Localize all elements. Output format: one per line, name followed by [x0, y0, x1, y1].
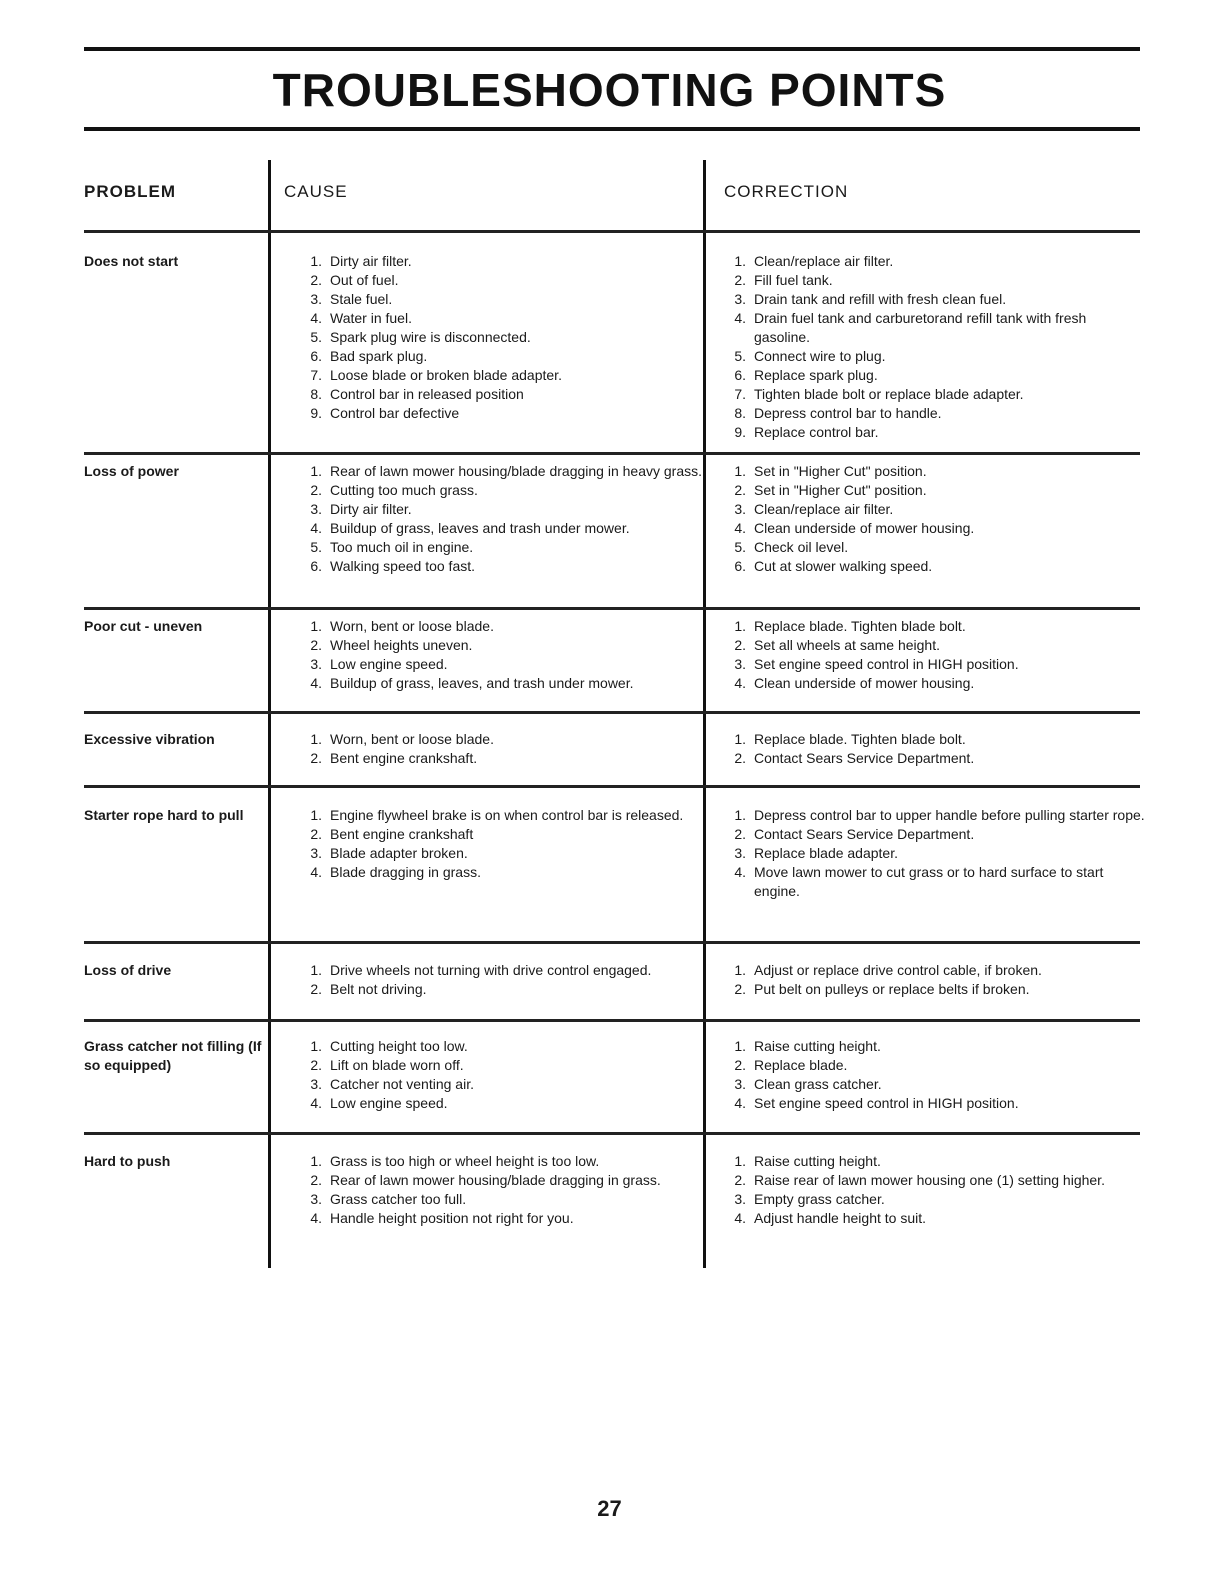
correction-item [726, 1152, 1146, 1171]
item-number: 2. [310, 750, 322, 766]
item-text: Low engine speed. [330, 1095, 448, 1111]
correction-item [726, 1094, 1146, 1113]
title-top-rule [84, 47, 1140, 51]
item-number: 4. [734, 864, 746, 880]
problem-cell: Hard to push [84, 1153, 171, 1169]
cause-list [302, 617, 712, 693]
item-number: 7. [734, 386, 746, 402]
item-number: 3. [310, 656, 322, 672]
item-text: Set in "Higher Cut" position. [754, 482, 927, 498]
item-number: 4. [310, 675, 322, 691]
item-text: Adjust handle height to suit. [754, 1210, 927, 1226]
item-text: Fill fuel tank. [754, 272, 833, 288]
correction-item [726, 1171, 1146, 1190]
page-number: 27 [597, 1496, 622, 1521]
item-number: 6. [310, 348, 322, 364]
item-text: Adjust or replace drive control cable, if broken. [754, 962, 1042, 978]
correction-item [726, 1056, 1146, 1075]
item-number: 2. [310, 482, 322, 498]
item-number: 3. [310, 291, 322, 307]
correction-item [726, 366, 1146, 385]
item-text: Bad spark plug. [330, 348, 428, 364]
item-text: Clean/replace air filter. [754, 501, 894, 517]
item-text: Raise cutting height. [754, 1038, 881, 1054]
problem-cell: Grass catcher not filling (If so equipped) [84, 1038, 262, 1073]
item-number: 1. [310, 463, 322, 479]
item-text: Wheel heights uneven. [330, 637, 473, 653]
item-text: Move lawn mower to cut grass or to hard surface to start engine. [754, 864, 1104, 899]
item-number: 2. [734, 482, 746, 498]
correction-item [726, 806, 1146, 825]
correction-item [726, 980, 1146, 999]
cause-item [302, 655, 712, 674]
item-text: Dirty air filter. [330, 253, 412, 269]
correction-item [726, 481, 1146, 500]
item-text: Engine flywheel brake is on when control bar is released. [330, 807, 684, 823]
item-text: Out of fuel. [330, 272, 399, 288]
cause-item [302, 749, 712, 768]
cause-list [302, 961, 712, 999]
cause-item [302, 290, 712, 309]
item-number: 1. [734, 1038, 746, 1054]
item-number: 3. [310, 1076, 322, 1092]
item-text: Rear of lawn mower housing/blade dragging in heavy grass. [330, 463, 702, 479]
item-text: Set in "Higher Cut" position. [754, 463, 927, 479]
correction-item [726, 1209, 1146, 1228]
item-text: Grass is too high or wheel height is too low. [330, 1153, 600, 1169]
item-text: Drain tank and refill with fresh clean fuel. [754, 291, 1007, 307]
header-problem: PROBLEM [84, 182, 176, 201]
cause-item [302, 366, 712, 385]
problem-cell: Poor cut - uneven [84, 618, 203, 634]
cause-list [302, 462, 712, 576]
item-text: Water in fuel. [330, 310, 412, 326]
item-number: 4. [310, 864, 322, 880]
item-text: Handle height position not right for you. [330, 1210, 574, 1226]
item-text: Replace blade. [754, 1057, 848, 1073]
row-divider [84, 1132, 1140, 1135]
item-text: Catcher not venting air. [330, 1076, 474, 1092]
cause-item [302, 557, 712, 576]
item-number: 5. [310, 539, 322, 555]
cause-item [302, 1190, 712, 1209]
row-divider [84, 711, 1140, 714]
correction-list [726, 730, 1146, 768]
item-number: 3. [734, 1076, 746, 1092]
item-number: 9. [310, 405, 322, 421]
correction-list [726, 617, 1146, 693]
row-divider [84, 607, 1140, 610]
item-number: 1. [734, 1153, 746, 1169]
row-divider [84, 785, 1140, 788]
item-number: 3. [734, 291, 746, 307]
cause-item [302, 730, 712, 749]
item-number: 3. [734, 845, 746, 861]
correction-list [726, 961, 1146, 999]
cause-item [302, 674, 712, 693]
header-cause: CAUSE [284, 182, 348, 201]
item-text: Drive wheels not turning with drive control engaged. [330, 962, 652, 978]
item-number: 3. [734, 501, 746, 517]
item-text: Replace blade adapter. [754, 845, 898, 861]
item-number: 2. [734, 272, 746, 288]
item-text: Set all wheels at same height. [754, 637, 940, 653]
item-text: Cut at slower walking speed. [754, 558, 933, 574]
cause-item [302, 1037, 712, 1056]
item-text: Tighten blade bolt or replace blade adapter. [754, 386, 1024, 402]
item-number: 2. [310, 637, 322, 653]
item-text: Worn, bent or loose blade. [330, 731, 494, 747]
column-divider-problem-cause [268, 160, 271, 1268]
correction-list [726, 806, 1146, 901]
cause-item [302, 1209, 712, 1228]
item-text: Check oil level. [754, 539, 849, 555]
cause-item [302, 385, 712, 404]
item-number: 2. [310, 1057, 322, 1073]
cause-item [302, 481, 712, 500]
item-text: Walking speed too fast. [330, 558, 476, 574]
item-number: 2. [734, 981, 746, 997]
item-text: Loose blade or broken blade adapter. [330, 367, 562, 383]
item-number: 4. [310, 310, 322, 326]
item-text: Raise cutting height. [754, 1153, 881, 1169]
item-number: 2. [734, 1172, 746, 1188]
item-text: Drain fuel tank and carburetorand refill tank with fresh gasoline. [754, 310, 1087, 345]
item-number: 1. [310, 807, 322, 823]
item-number: 2. [734, 637, 746, 653]
correction-item [726, 1190, 1146, 1209]
title-bottom-rule [84, 127, 1140, 131]
item-text: Bent engine crankshaft. [330, 750, 478, 766]
cause-item [302, 617, 712, 636]
item-text: Stale fuel. [330, 291, 393, 307]
cause-item [302, 1094, 712, 1113]
item-number: 6. [310, 558, 322, 574]
item-number: 3. [310, 845, 322, 861]
item-text: Set engine speed control in HIGH position. [754, 656, 1019, 672]
cause-list [302, 806, 712, 882]
correction-item [726, 462, 1146, 481]
cause-item [302, 1152, 712, 1171]
item-number: 2. [310, 981, 322, 997]
correction-item [726, 749, 1146, 768]
item-number: 9. [734, 424, 746, 440]
item-number: 5. [310, 329, 322, 345]
page-title: TROUBLESHOOTING POINTS [272, 64, 947, 116]
correction-item [726, 844, 1146, 863]
correction-item [726, 519, 1146, 538]
cause-item [302, 462, 712, 481]
item-text: Spark plug wire is disconnected. [330, 329, 531, 345]
item-number: 1. [734, 253, 746, 269]
item-number: 1. [734, 463, 746, 479]
item-number: 4. [734, 310, 746, 326]
item-number: 5. [734, 539, 746, 555]
cause-item [302, 519, 712, 538]
item-text: Cutting too much grass. [330, 482, 478, 498]
item-text: Contact Sears Service Department. [754, 826, 975, 842]
header-correction: CORRECTION [724, 182, 849, 201]
item-text: Depress control bar to upper handle before pulling starter rope. [754, 807, 1145, 823]
correction-item [726, 309, 1146, 347]
correction-list [726, 1152, 1146, 1228]
cause-list [302, 730, 712, 768]
correction-item [726, 538, 1146, 557]
item-number: 1. [310, 1038, 322, 1054]
item-number: 3. [734, 1191, 746, 1207]
cause-item [302, 961, 712, 980]
item-number: 7. [310, 367, 322, 383]
item-text: Bent engine crankshaft [330, 826, 474, 842]
cause-item [302, 538, 712, 557]
item-text: Replace blade. Tighten blade bolt. [754, 618, 966, 634]
correction-item [726, 961, 1146, 980]
item-text: Dirty air filter. [330, 501, 412, 517]
row-divider [84, 452, 1140, 455]
item-number: 2. [734, 750, 746, 766]
item-text: Set engine speed control in HIGH position. [754, 1095, 1019, 1111]
item-number: 3. [734, 656, 746, 672]
correction-item [726, 404, 1146, 423]
item-text: Clean/replace air filter. [754, 253, 894, 269]
cause-item [302, 1056, 712, 1075]
correction-item [726, 557, 1146, 576]
correction-item [726, 500, 1146, 519]
cause-item [302, 347, 712, 366]
correction-item [726, 423, 1146, 442]
cause-item [302, 980, 712, 999]
item-number: 4. [310, 1210, 322, 1226]
item-number: 4. [734, 520, 746, 536]
row-divider [84, 941, 1140, 944]
item-text: Blade dragging in grass. [330, 864, 481, 880]
item-number: 2. [310, 826, 322, 842]
item-text: Buildup of grass, leaves, and trash under mower. [330, 675, 634, 691]
problem-cell: Starter rope hard to pull [84, 807, 244, 823]
item-number: 6. [734, 367, 746, 383]
correction-item [726, 252, 1146, 271]
row-divider [84, 1019, 1140, 1022]
problem-cell: Loss of power [84, 463, 179, 479]
correction-item [726, 825, 1146, 844]
item-text: Raise rear of lawn mower housing one (1) setting higher. [754, 1172, 1105, 1188]
item-text: Clean underside of mower housing. [754, 520, 975, 536]
correction-item [726, 617, 1146, 636]
correction-item [726, 1037, 1146, 1056]
cause-item [302, 863, 712, 882]
item-number: 8. [734, 405, 746, 421]
item-text: Too much oil in engine. [330, 539, 474, 555]
item-number: 4. [734, 1210, 746, 1226]
item-text: Connect wire to plug. [754, 348, 886, 364]
item-number: 6. [734, 558, 746, 574]
item-text: Control bar defective [330, 405, 460, 421]
correction-item [726, 1075, 1146, 1094]
item-number: 2. [310, 1172, 322, 1188]
cause-list [302, 252, 712, 423]
item-number: 1. [310, 1153, 322, 1169]
item-number: 3. [310, 501, 322, 517]
item-number: 1. [734, 731, 746, 747]
item-text: Low engine speed. [330, 656, 448, 672]
cause-item [302, 806, 712, 825]
item-text: Empty grass catcher. [754, 1191, 885, 1207]
item-text: Belt not driving. [330, 981, 427, 997]
correction-item [726, 655, 1146, 674]
correction-list [726, 462, 1146, 576]
item-number: 1. [734, 807, 746, 823]
correction-list [726, 1037, 1146, 1113]
problem-cell: Loss of drive [84, 962, 172, 978]
item-number: 4. [310, 520, 322, 536]
item-number: 5. [734, 348, 746, 364]
cause-item [302, 844, 712, 863]
item-text: Put belt on pulleys or replace belts if broken. [754, 981, 1030, 997]
correction-item [726, 674, 1146, 693]
correction-item [726, 271, 1146, 290]
item-text: Replace blade. Tighten blade bolt. [754, 731, 966, 747]
row-divider [84, 230, 1140, 233]
cause-item [302, 1075, 712, 1094]
cause-item [302, 252, 712, 271]
item-text: Depress control bar to handle. [754, 405, 942, 421]
item-text: Rear of lawn mower housing/blade dragging in grass. [330, 1172, 661, 1188]
item-number: 8. [310, 386, 322, 402]
correction-item [726, 636, 1146, 655]
item-number: 4. [734, 675, 746, 691]
cause-item [302, 825, 712, 844]
item-number: 1. [734, 618, 746, 634]
correction-list [726, 252, 1146, 442]
correction-item [726, 347, 1146, 366]
cause-item [302, 328, 712, 347]
cause-item [302, 1171, 712, 1190]
item-number: 1. [734, 962, 746, 978]
problem-cell: Excessive vibration [84, 731, 215, 747]
item-text: Clean underside of mower housing. [754, 675, 975, 691]
cause-item [302, 309, 712, 328]
item-text: Replace control bar. [754, 424, 879, 440]
item-number: 4. [310, 1095, 322, 1111]
item-number: 4. [734, 1095, 746, 1111]
item-text: Worn, bent or loose blade. [330, 618, 494, 634]
item-number: 1. [310, 962, 322, 978]
item-text: Grass catcher too full. [330, 1191, 467, 1207]
item-number: 1. [310, 253, 322, 269]
cause-item [302, 271, 712, 290]
problem-cell: Does not start [84, 253, 179, 269]
item-text: Contact Sears Service Department. [754, 750, 975, 766]
cause-item [302, 500, 712, 519]
item-number: 2. [734, 1057, 746, 1073]
cause-item [302, 404, 712, 423]
cause-item [302, 636, 712, 655]
item-text: Blade adapter broken. [330, 845, 468, 861]
item-text: Clean grass catcher. [754, 1076, 882, 1092]
correction-item [726, 730, 1146, 749]
item-text: Cutting height too low. [330, 1038, 468, 1054]
item-text: Replace spark plug. [754, 367, 878, 383]
item-number: 3. [310, 1191, 322, 1207]
cause-list [302, 1152, 712, 1228]
item-text: Control bar in released position [330, 386, 524, 402]
item-number: 1. [310, 731, 322, 747]
cause-list [302, 1037, 712, 1113]
item-number: 2. [734, 826, 746, 842]
item-number: 2. [310, 272, 322, 288]
item-text: Buildup of grass, leaves and trash under mower. [330, 520, 630, 536]
item-number: 1. [310, 618, 322, 634]
correction-item [726, 863, 1146, 901]
correction-item [726, 290, 1146, 309]
correction-item [726, 385, 1146, 404]
item-text: Lift on blade worn off. [330, 1057, 464, 1073]
